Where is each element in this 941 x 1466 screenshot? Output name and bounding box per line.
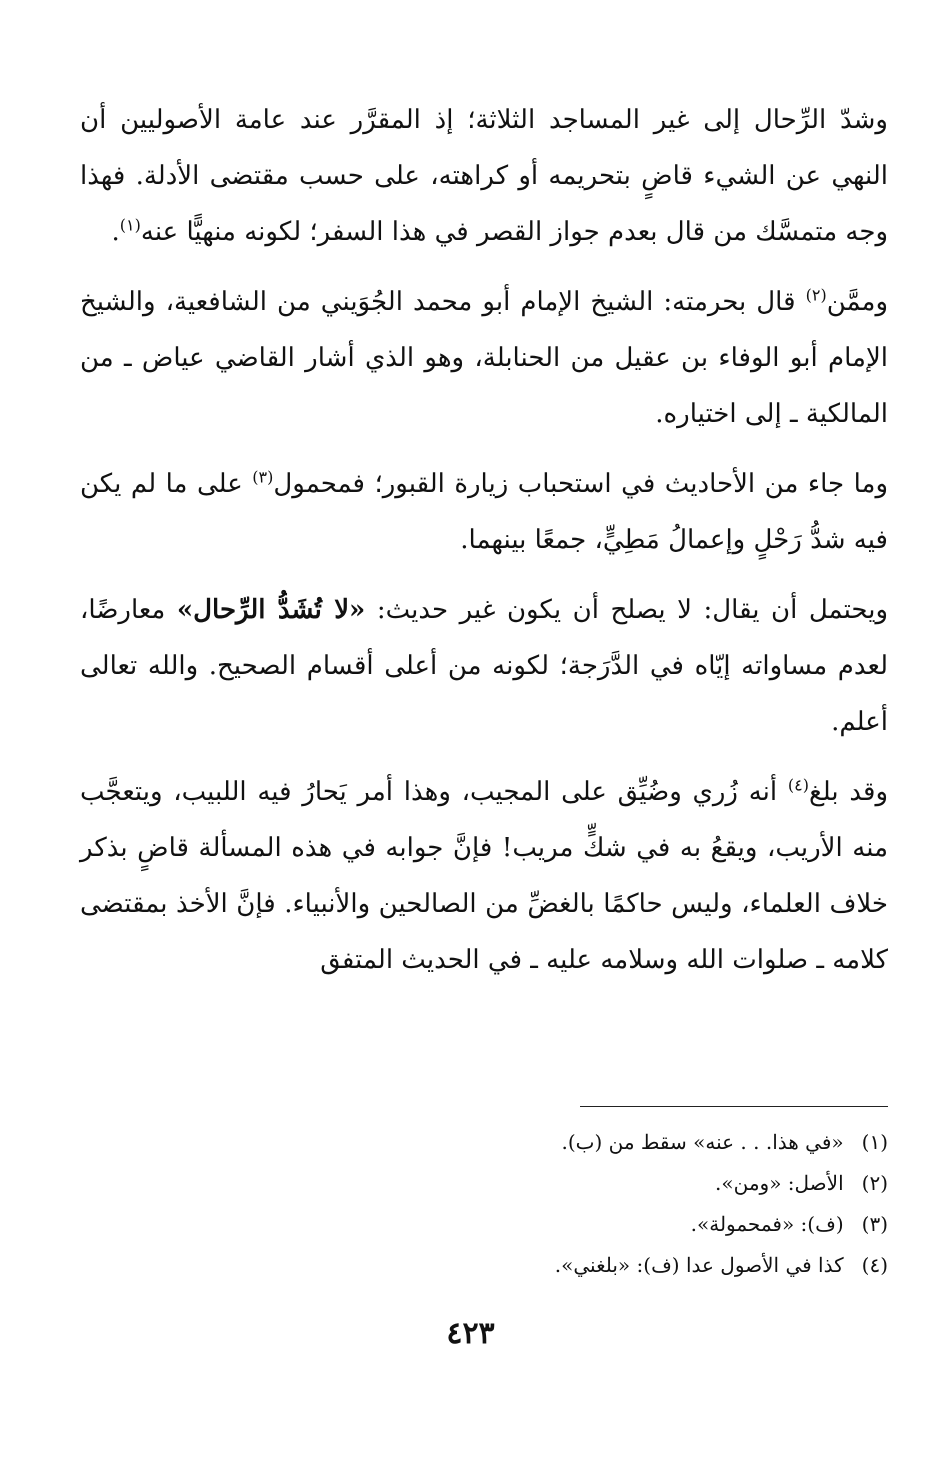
footnote — [80, 1245, 888, 1286]
paragraph — [80, 764, 888, 988]
footnote — [80, 1122, 888, 1163]
paragraph-text: على ما لم يكن فيه شدُّ رَحْلٍ وإعمالُ مَطِيٍّ، جمعًا بينهما. — [80, 469, 888, 555]
footnote-number: (١) — [861, 1130, 888, 1154]
footnotes — [80, 1122, 888, 1286]
paragraph-text: وشدّ الرِّحال إلى غير المساجد الثلاثة؛ إذ المقرَّر عند عامة الأصوليين أن النهي عن الشيء قاضٍ بتحريمه أو كراهته، على حسب مقتضى الأدلة. فهذا وجه متمسَّك من قال بعدم جواز القصر في هذا السفر؛ لكونه منهيًّا عنه — [80, 105, 888, 247]
hadith-quote: «لا تُشَدُّ الرِّحال» — [176, 595, 366, 625]
page-number: ٤٢٣ — [446, 1316, 495, 1351]
paragraph — [80, 274, 888, 442]
footnote — [80, 1204, 888, 1245]
footnote-text: «في هذا. . . عنه» سقط من (ب). — [561, 1130, 844, 1154]
main-text — [80, 92, 888, 1002]
paragraph-text: أنه زُري وضُيِّق على المجيب، وهذا أمر يَحارُ فيه اللبيب، ويتعجَّب منه الأريب، ويقعُ به في شكٍّ مريب! فإنَّ جوابه في هذه المسألة قاضٍ بذكر خلاف العلماء، وليس حاكمًا بالغضِّ من الصالحين والأنبياء. فإنَّ الأخذ بمقتضى كلامه ـ صلوات الله وسلامه عليه ـ في الحديث المتفق — [80, 777, 888, 975]
footnote — [80, 1163, 888, 1204]
footnote-number: (٤) — [861, 1253, 888, 1277]
footnote-number: (٢) — [861, 1171, 888, 1195]
footnote-number: (٣) — [861, 1212, 888, 1236]
footnote-marker: (٤) — [787, 775, 809, 795]
footnote-marker: (١) — [119, 215, 141, 235]
paragraph-text: قال بحرمته: الشيخ الإمام أبو محمد الجُوَيني من الشافعية، والشيخ الإمام أبو الوفاء بن عقيل من الحنابلة، وهو الذي أشار القاضي عياض ـ من المالكية ـ إلى اختياره. — [80, 287, 888, 429]
paragraph-text: ويحتمل أن يقال: لا يصلح أن يكون غير حديث: — [365, 595, 889, 625]
paragraph-text: معارضًا، لعدم مساواته إيّاه في الدَّرَجة؛ لكونه من أعلى أقسام الصحيح. والله تعالى أعلم. — [80, 595, 888, 737]
footnote-marker: (٢) — [805, 285, 827, 305]
paragraph — [80, 582, 888, 750]
footnote-divider — [580, 1106, 888, 1107]
paragraph-text: وممَّن — [826, 287, 888, 317]
paragraph — [80, 92, 888, 260]
footnote-marker: (٣) — [252, 467, 274, 487]
paragraph-text: وقد بلغ — [808, 777, 889, 807]
footnote-text: (ف): «فمحمولة». — [690, 1212, 844, 1236]
footnote-text: كذا في الأصول عدا (ف): «بلغني». — [554, 1253, 844, 1277]
paragraph — [80, 456, 888, 568]
paragraph-text: . — [111, 217, 120, 247]
paragraph-text: وما جاء من الأحاديث في استحباب زيارة القبور؛ فمحمول — [273, 469, 889, 499]
footnote-text: الأصل: «ومن». — [715, 1171, 844, 1195]
